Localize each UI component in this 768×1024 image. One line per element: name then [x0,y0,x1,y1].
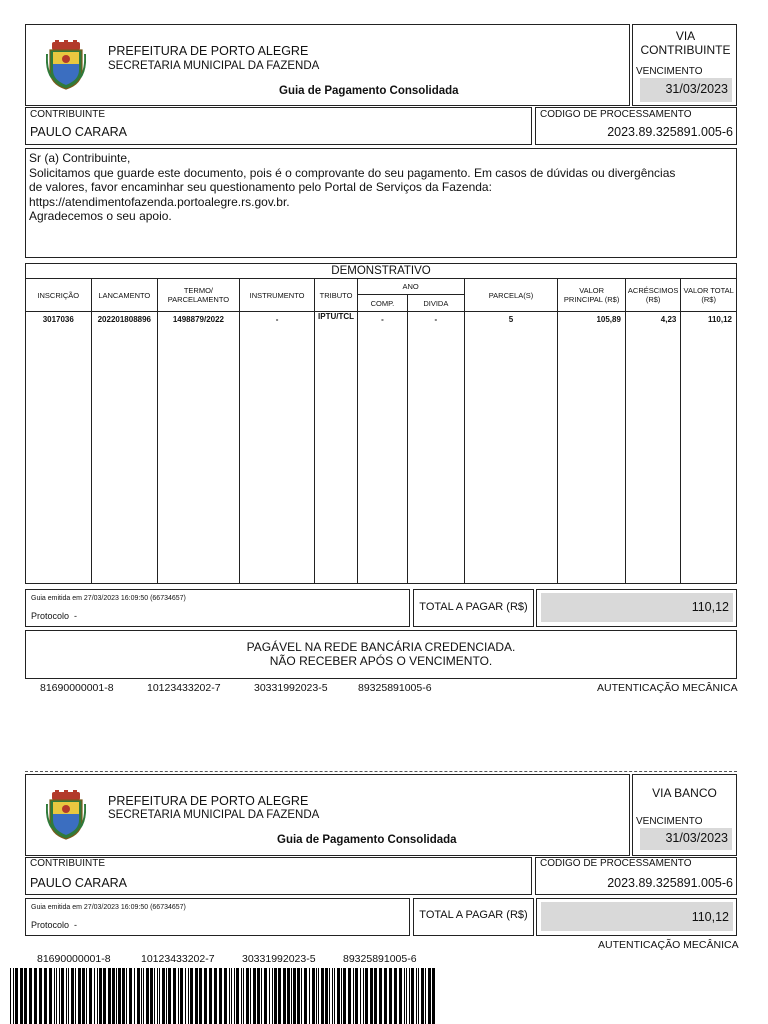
barcode-bar [134,968,135,1024]
protocolo-value: - [74,920,78,930]
barcode-bar [129,968,132,1024]
col-tributo: TRIBUTO [315,279,357,312]
org-dept: SECRETARIA MUNICIPAL DA FAZENDA [108,809,320,821]
barcode-bar [168,968,171,1024]
barcode-bar [68,968,69,1024]
barcode-bar [75,968,76,1024]
col-valor [558,279,626,312]
barcode-bar [236,968,239,1024]
barcode-bar [297,968,300,1024]
col-termo-line2: PARCELAMENTO [167,295,230,304]
barcode-bar [234,968,235,1024]
barcode-bar [318,968,319,1024]
col-total [681,279,737,312]
barcode-bar [126,968,127,1024]
barcode-bar [224,968,227,1024]
org-name: PREFEITURA DE PORTO ALEGRE [108,794,309,808]
col-total-line1: VALOR TOTAL [683,286,734,295]
barcode-bar [103,968,106,1024]
barcode-bar [157,968,158,1024]
barcode-bar [425,968,426,1024]
barcode-bar [185,968,186,1024]
barcode-bar [137,968,140,1024]
barcode-digits-1: 81690000001-8 [37,953,111,965]
barcode-bar [316,968,317,1024]
cell-inscricao: 3017036 [26,312,92,584]
cell-comp: - [357,312,407,584]
barcode-digits-1: 81690000001-8 [40,682,114,694]
via-banco-label: VIA BANCO [652,786,717,800]
barcode-bar [94,968,95,1024]
vencimento-value: 31/03/2023 [665,82,728,96]
barcode-digits-4: 89325891005-6 [343,953,417,965]
col-termo [158,279,240,312]
vencimento-label: VENCIMENTO [636,66,703,77]
barcode-bar [173,968,176,1024]
col-instrumento: INSTRUMENTO [239,279,315,312]
barcode [10,968,436,1024]
barcode-bar [416,968,417,1024]
col-acres-line2: (R$) [645,295,661,304]
col-parcela: PARCELA(S) [464,279,558,312]
autenticacao-label: AUTENTICAÇÃO MECÂNICA [598,939,739,951]
barcode-bar [214,968,217,1024]
barcode-bar [370,968,373,1024]
barcode-bar [108,968,111,1024]
col-divida: DIVIDA [408,295,464,312]
codigo-value: 2023.89.325891.005-6 [607,125,733,139]
message-text [29,151,675,224]
notice-line1: PAGÁVEL NA REDE BANCÁRIA CREDENCIADA. [246,640,516,654]
barcode-bar [264,968,267,1024]
barcode-digits-2: 10123433202-7 [141,953,215,965]
doc-title: Guia de Pagamento Consolidada [277,834,457,846]
barcode-bar [272,968,273,1024]
barcode-bar [261,968,262,1024]
barcode-bar [24,968,27,1024]
message-line: Sr (a) Contribuinte, [29,151,131,165]
city-crest-icon [46,790,86,840]
protocolo [31,611,77,621]
barcode-bar [301,968,302,1024]
col-lancamento: LANCAMENTO [91,279,158,312]
col-valor-line2: PRINCIPAL (R$) [563,295,620,304]
barcode-bar [199,968,202,1024]
vencimento-value: 31/03/2023 [665,831,728,845]
barcode-bar [283,968,286,1024]
barcode-bar [363,968,364,1024]
barcode-bar [353,968,354,1024]
barcode-bar [229,968,230,1024]
barcode-bar [188,968,189,1024]
barcode-bar [287,968,290,1024]
barcode-bar [180,968,183,1024]
cell-total: 110,12 [681,312,737,584]
barcode-bar [159,968,160,1024]
barcode-bar [243,968,244,1024]
barcode-bar [219,968,222,1024]
barcode-bar [116,968,117,1024]
cell-valor: 105,89 [558,312,626,584]
barcode-bar [304,968,307,1024]
barcode-bar [360,968,361,1024]
barcode-bar [334,968,335,1024]
barcode-bar [122,968,125,1024]
barcode-bar [325,968,328,1024]
message-line: Solicitamos que guarde este documento, pois é o comprovante do seu pagamento. Em casos de dúvidas ou divergências [29,165,676,180]
cell-parcela: 5 [464,312,558,584]
protocolo-label: Protocolo [31,611,70,621]
barcode-bar [404,968,405,1024]
barcode-bar [141,968,142,1024]
protocolo [31,920,77,930]
barcode-bar [269,968,270,1024]
barcode-bar [162,968,165,1024]
barcode-bar [394,968,397,1024]
cell-acrescimos: 4,23 [625,312,680,584]
barcode-bar [66,968,67,1024]
barcode-bar [389,968,392,1024]
demo-title: DEMONSTRATIVO [26,264,737,279]
emitida-text: Guia emitida em 27/03/2023 16:09:50 (66734657) [31,595,186,602]
barcode-bar [278,968,281,1024]
barcode-bar [61,968,64,1024]
barcode-bar [195,968,198,1024]
barcode-bar [78,968,81,1024]
contribuinte-value: PAULO CARARA [30,876,128,890]
col-comp: COMP. [357,295,407,312]
barcode-bar [379,968,382,1024]
barcode-bar [59,968,60,1024]
org-name: PREFEITURA DE PORTO ALEGRE [108,44,309,58]
cell-divida: - [408,312,464,584]
barcode-bar [112,968,115,1024]
barcode-bar [97,968,98,1024]
barcode-bar [241,968,242,1024]
col-acrescimos [625,279,680,312]
vencimento-label: VENCIMENTO [636,816,703,827]
doc-title: Guia de Pagamento Consolidada [279,85,459,97]
barcode-bar [428,968,431,1024]
barcode-bar [332,968,333,1024]
barcode-bar [49,968,52,1024]
barcode-bar [204,968,207,1024]
table-row [26,312,737,584]
barcode-bar [406,968,407,1024]
col-inscricao: INSCRIÇÃO [26,279,92,312]
col-acres-line1: ACRÉSCIMOS [627,286,679,295]
barcode-bar [309,968,310,1024]
barcode-bar [399,968,402,1024]
barcode-bar [418,968,419,1024]
barcode-bar [29,968,32,1024]
city-crest-icon [46,40,86,90]
cell-termo: 1498879/2022 [158,312,240,584]
via-label: VIA CONTRIBUINTE [640,29,731,57]
contribuinte-value: PAULO CARARA [30,125,128,139]
barcode-bar [209,968,212,1024]
col-termo-line1: TERMO/ [183,286,213,295]
barcode-digits-3: 30331992023-5 [242,953,316,965]
barcode-bar [166,968,167,1024]
cell-instrumento: - [239,312,315,584]
barcode-bar [411,968,414,1024]
barcode-bar [321,968,324,1024]
notice-line2: NÃO RECEBER APÓS O VENCIMENTO. [269,654,493,668]
barcode-bar [13,968,14,1024]
cut-line [25,771,737,772]
barcode-bar [355,968,358,1024]
barcode-bar [341,968,342,1024]
protocolo-value: - [74,611,78,621]
barcode-bar [20,968,23,1024]
barcode-bar [118,968,121,1024]
total-label: TOTAL A PAGAR (R$) [419,909,528,921]
barcode-bar [178,968,179,1024]
barcode-bar [343,968,346,1024]
demonstrativo-table [25,263,737,584]
barcode-digits-3: 30331992023-5 [254,682,328,694]
barcode-bar [274,968,277,1024]
barcode-bar [39,968,42,1024]
contribuinte-label: CONTRIBUINTE [30,858,105,869]
barcode-bar [54,968,55,1024]
col-total-line2: (R$) [701,295,716,304]
barcode-bar [231,968,232,1024]
contribuinte-label: CONTRIBUINTE [30,109,105,120]
barcode-bar [384,968,387,1024]
barcode-bar [82,968,85,1024]
col-ano: ANO [357,279,464,295]
barcode-bar [246,968,249,1024]
barcode-bar [143,968,144,1024]
barcode-bar [421,968,424,1024]
total-value: 110,12 [691,600,729,614]
barcode-bar [291,968,292,1024]
barcode-bar [253,968,256,1024]
barcode-bar [146,968,149,1024]
total-value: 110,12 [691,910,729,924]
barcode-bar [89,968,92,1024]
barcode-bar [329,968,330,1024]
barcode-bar [44,968,47,1024]
col-valor-line1: VALOR [579,286,605,295]
barcode-bar [99,968,102,1024]
message-line: https://atendimentofazenda.portoalegre.rs.gov.br. [29,194,290,209]
barcode-bar [10,968,11,1024]
barcode-digits-2: 10123433202-7 [147,682,221,694]
cell-tributo: IPTU/TCL [315,312,357,584]
autenticacao-label: AUTENTICAÇÃO MECÂNICA [597,682,738,694]
barcode-bar [409,968,410,1024]
codigo-value: 2023.89.325891.005-6 [607,876,733,890]
message-line: de valores, favor encaminhar seu questionamento pelo Portal de Serviços da Fazenda: [29,180,492,194]
barcode-bar [34,968,37,1024]
emitida-text: Guia emitida em 27/03/2023 16:09:50 (66734657) [31,904,186,911]
barcode-bar [71,968,74,1024]
barcode-bar [432,968,435,1024]
protocolo-label: Protocolo [31,920,70,930]
message-line: Agradecemos o seu apoio. [29,209,172,223]
barcode-digits-4: 89325891005-6 [358,682,432,694]
barcode-bar [374,968,377,1024]
codigo-label: CODIGO DE PROCESSAMENTO [540,109,692,120]
total-label: TOTAL A PAGAR (R$) [419,601,528,613]
barcode-bar [293,968,296,1024]
barcode-bar [190,968,193,1024]
barcode-bar [312,968,315,1024]
barcode-bar [150,968,153,1024]
org-dept: SECRETARIA MUNICIPAL DA FAZENDA [108,60,320,72]
barcode-bar [86,968,87,1024]
barcode-bar [348,968,351,1024]
barcode-bar [337,968,340,1024]
barcode-bar [365,968,368,1024]
barcode-bar [56,968,57,1024]
barcode-bar [15,968,18,1024]
cell-lancamento: 202201808896 [91,312,158,584]
barcode-bar [257,968,260,1024]
barcode-bar [250,968,251,1024]
codigo-label: CODIGO DE PROCESSAMENTO [540,858,692,869]
barcode-bar [154,968,155,1024]
